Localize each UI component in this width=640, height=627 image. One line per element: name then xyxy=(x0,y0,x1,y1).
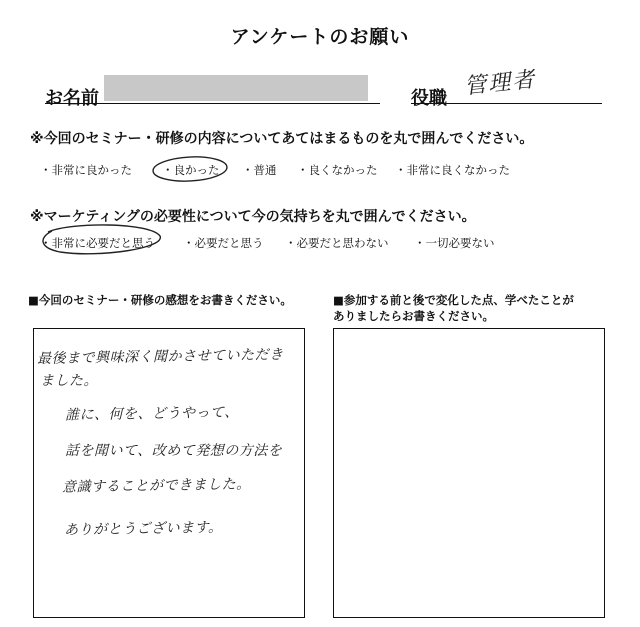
option-good[interactable]: ・良かった xyxy=(162,163,220,177)
role-field-underline xyxy=(411,103,602,104)
handwritten-line: 意識することができました。 xyxy=(61,476,251,496)
learnings-heading-line-1: ■参加する前と後で変化した点、学べたことが xyxy=(333,293,574,307)
role-label: 役職 xyxy=(411,88,447,109)
question-marketing-necessity: ※マーケティングの必要性について今の気持ちを丸で囲んでください。 xyxy=(30,209,476,225)
handwritten-line: ました。 xyxy=(40,373,98,389)
option-very-necessary[interactable]: ・非常に必要だと思う xyxy=(40,236,155,250)
handwritten-line: 最後まで興味深く聞かさせていただき xyxy=(36,346,284,368)
impressions-heading: ■今回のセミナー・研修の感想をお書きください。 xyxy=(28,293,292,307)
option-average[interactable]: ・普通 xyxy=(242,163,277,177)
handwritten-line: 話を聞いて、改めて発想の方法を xyxy=(65,443,283,459)
option-not-needed-at-all[interactable]: ・一切必要ない xyxy=(414,236,495,250)
learnings-heading xyxy=(333,292,633,324)
redacted-name-value xyxy=(104,75,368,101)
option-not-good[interactable]: ・良くなかった xyxy=(297,163,378,177)
option-not-necessary[interactable]: ・必要だと思わない xyxy=(285,236,389,250)
option-very-bad[interactable]: ・非常に良くなかった xyxy=(395,163,510,177)
page-title: アンケートのお願い xyxy=(230,26,410,48)
learnings-answer-box[interactable] xyxy=(333,328,605,618)
question-content-rating: ※今回のセミナー・研修の内容についてあてはまるものを丸で囲んでください。 xyxy=(30,131,534,147)
learnings-heading-line-2: ありましたらお書きください。 xyxy=(333,309,494,323)
handwritten-line: 誰に、何を、どうやって、 xyxy=(64,404,239,424)
option-very-good[interactable]: ・非常に良かった xyxy=(40,163,132,177)
name-field-underline xyxy=(45,103,380,104)
option-necessary[interactable]: ・必要だと思う xyxy=(183,236,264,250)
handwritten-line: ありがとうございます。 xyxy=(63,519,223,539)
role-handwritten-value: 管理者 xyxy=(463,67,538,100)
name-label: お名前 xyxy=(45,88,99,109)
